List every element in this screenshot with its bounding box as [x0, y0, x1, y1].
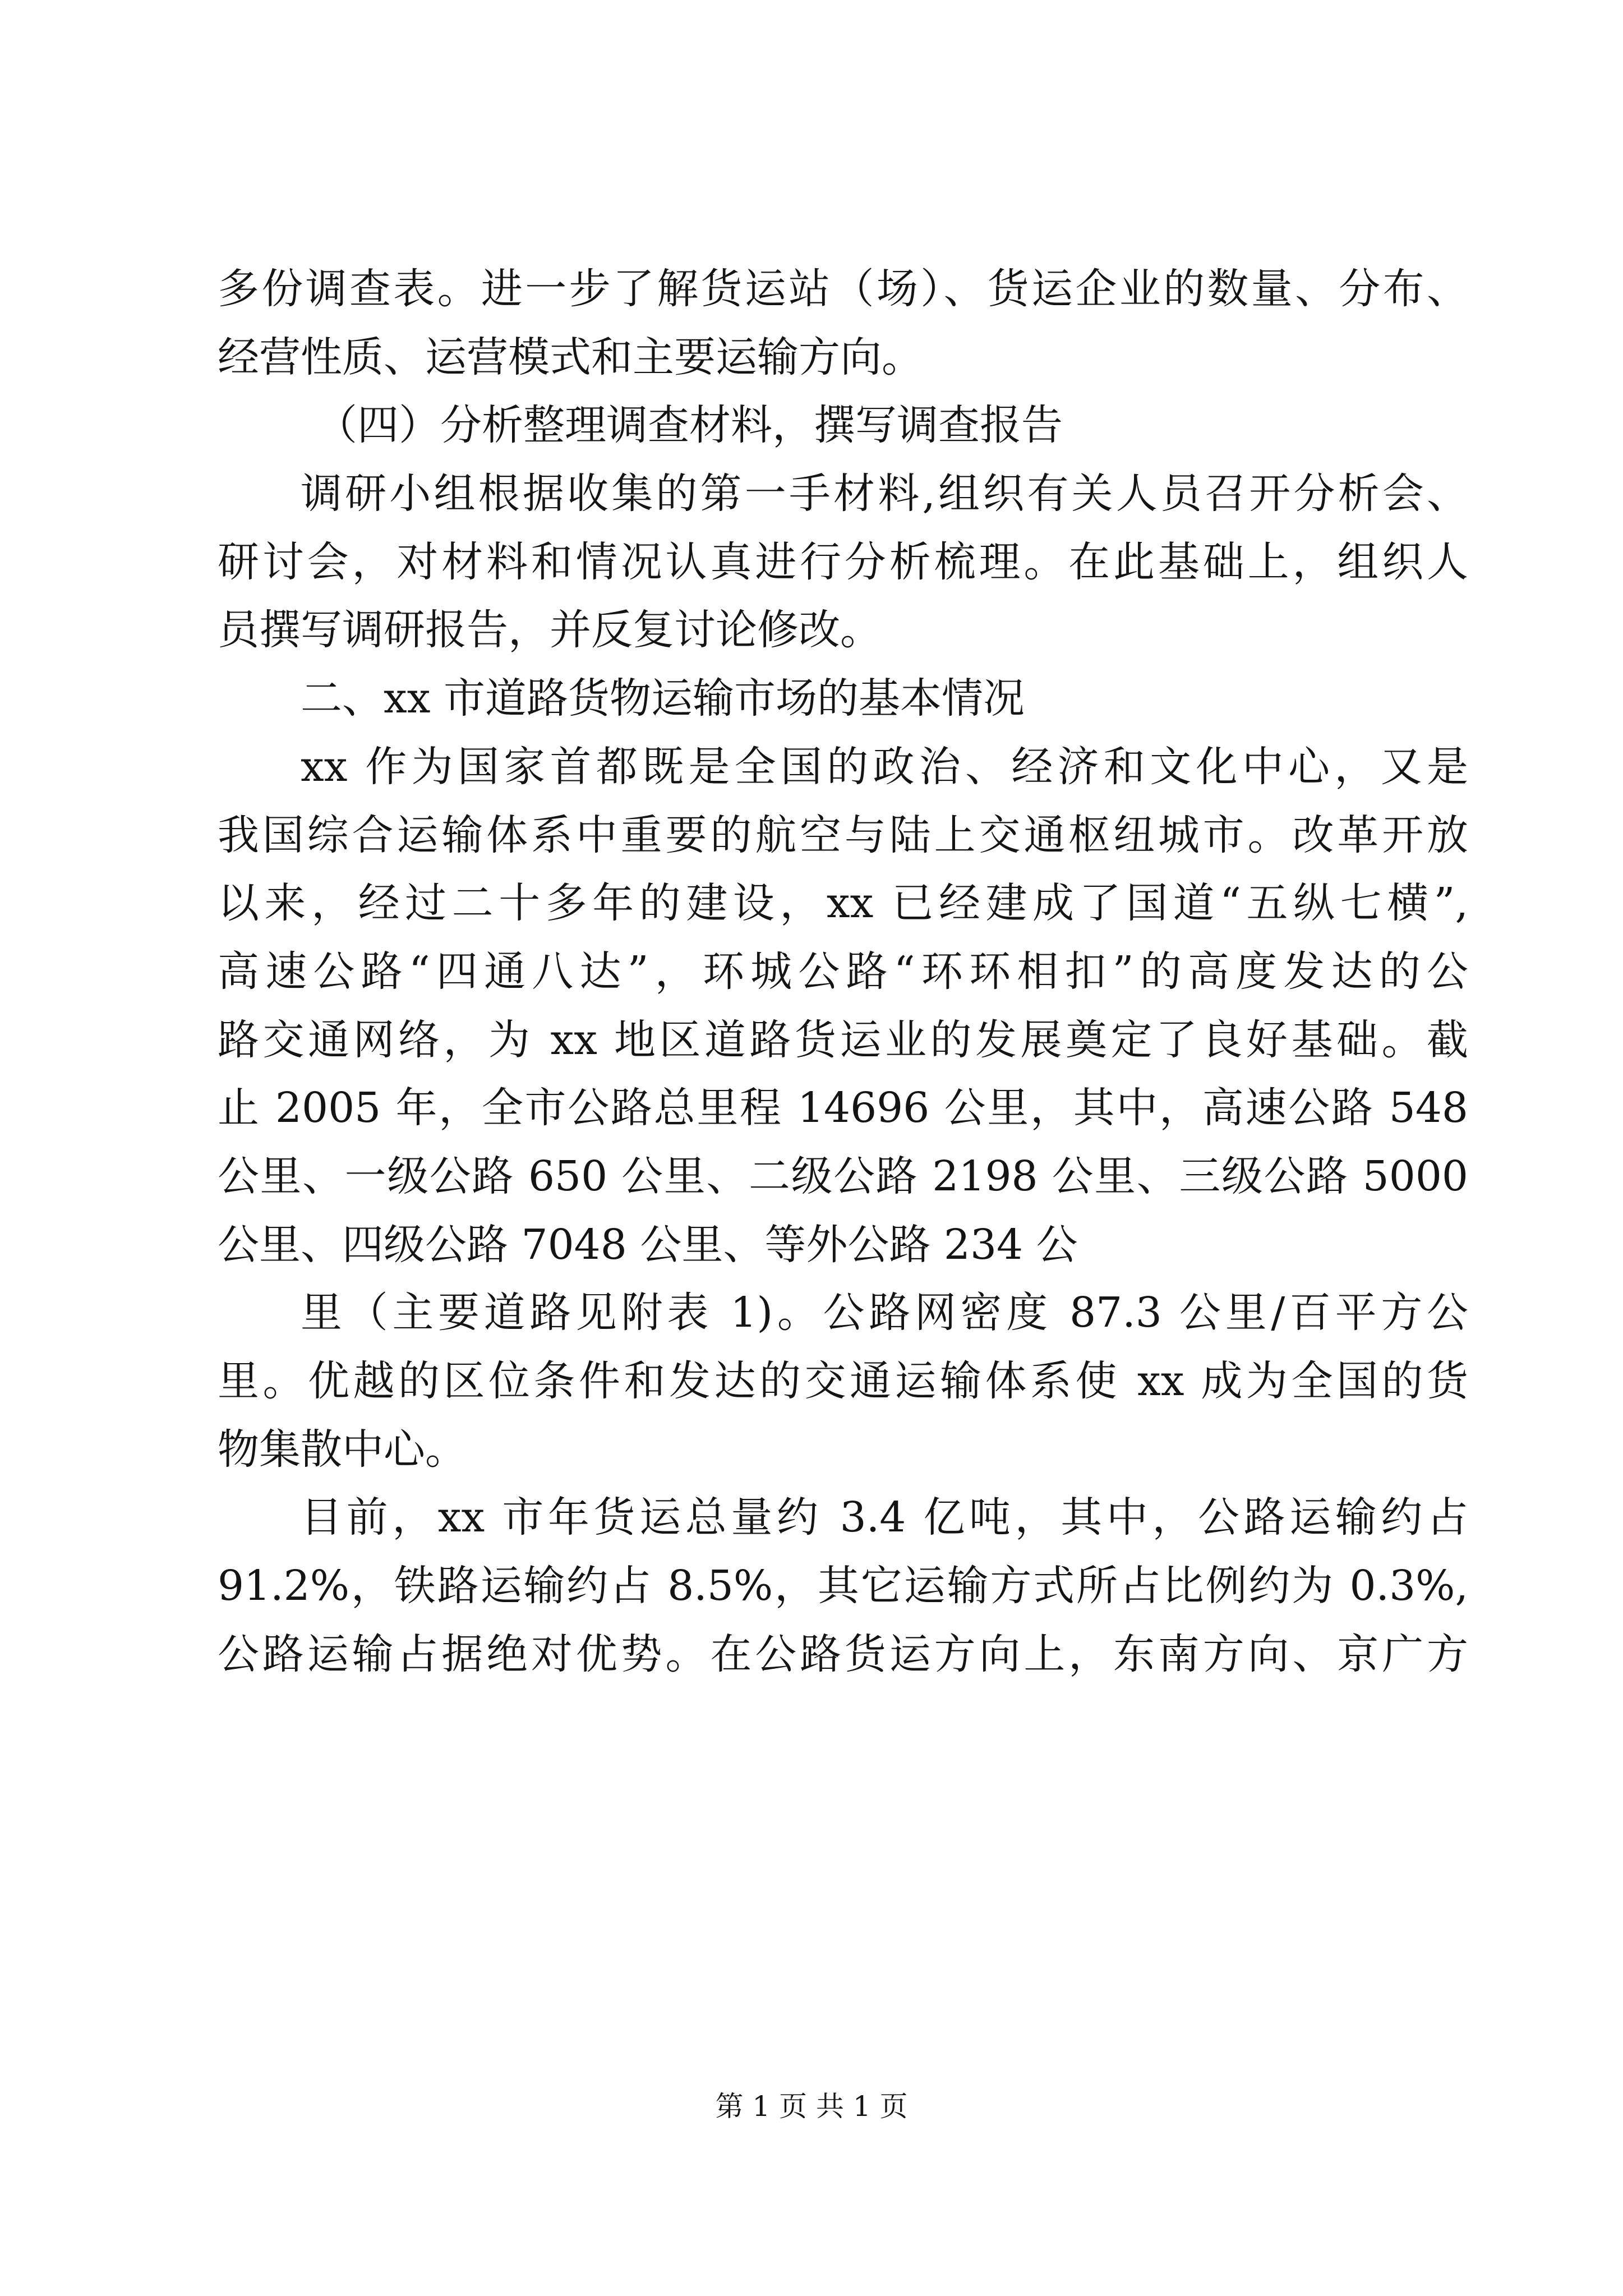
text-line: 目前，xx 市年货运总量约 3.4 亿吨，其中，公路运输约占 [301, 1493, 1468, 1542]
page-footer: 第 1 页 共 1 页 [715, 2090, 908, 2123]
document-body [218, 255, 1468, 1688]
text-line: 多份调查表。进一步了解货运站（场）、货运企业的数量、分布、 [218, 265, 1468, 313]
text-line: xx 作为国家首都既是全国的政治、经济和文化中心，又是 [301, 742, 1468, 791]
text-line: 公里、一级公路 650 公里、二级公路 2198 公里、三级公路 5000 [218, 1152, 1468, 1200]
text-line: 以来，经过二十多年的建设，xx 已经建成了国道“五纵七横”, [218, 879, 1468, 928]
text-line: 我国综合运输体系中重要的航空与陆上交通枢纽城市。改革开放 [218, 811, 1468, 859]
text-line: 员撰写调研报告，并反复讨论修改。 [218, 606, 882, 655]
text-line: 物集散中心。 [218, 1425, 467, 1474]
text-line: 里。优越的区位条件和发达的交通运输体系使 xx 成为全国的货 [218, 1357, 1468, 1405]
section-heading: （四）分析整理调查材料，撰写调查报告 [316, 401, 1063, 450]
text-line: 里（主要道路见附表 1)。公路网密度 87.3 公里/百平方公 [301, 1289, 1468, 1337]
section-heading: 二、xx 市道路货物运输市场的基本情况 [301, 674, 1025, 723]
text-line: 公路运输占据绝对优势。在公路货运方向上，东南方向、京广方 [218, 1630, 1468, 1678]
text-line: 公里、四级公路 7048 公里、等外公路 234 公 [218, 1220, 1078, 1269]
text-line: 调研小组根据收集的第一手材料,组织有关人员召开分析会、 [301, 470, 1468, 518]
text-line: 91.2%，铁路运输约占 8.5%，其它运输方式所占比例约为 0.3%, [218, 1562, 1468, 1611]
text-line: 路交通网络，为 xx 地区道路货运业的发展奠定了良好基础。截 [218, 1015, 1468, 1064]
text-line: 经营性质、运营模式和主要运输方向。 [218, 333, 923, 381]
text-line: 研讨会，对材料和情况认真进行分析梳理。在此基础上，组织人 [218, 537, 1468, 586]
text-line: 高速公路“四通八达”，环城公路“环环相扣”的高度发达的公 [218, 947, 1468, 996]
text-line: 止 2005 年，全市公路总里程 14696 公里，其中，高速公路 548 [218, 1084, 1468, 1133]
